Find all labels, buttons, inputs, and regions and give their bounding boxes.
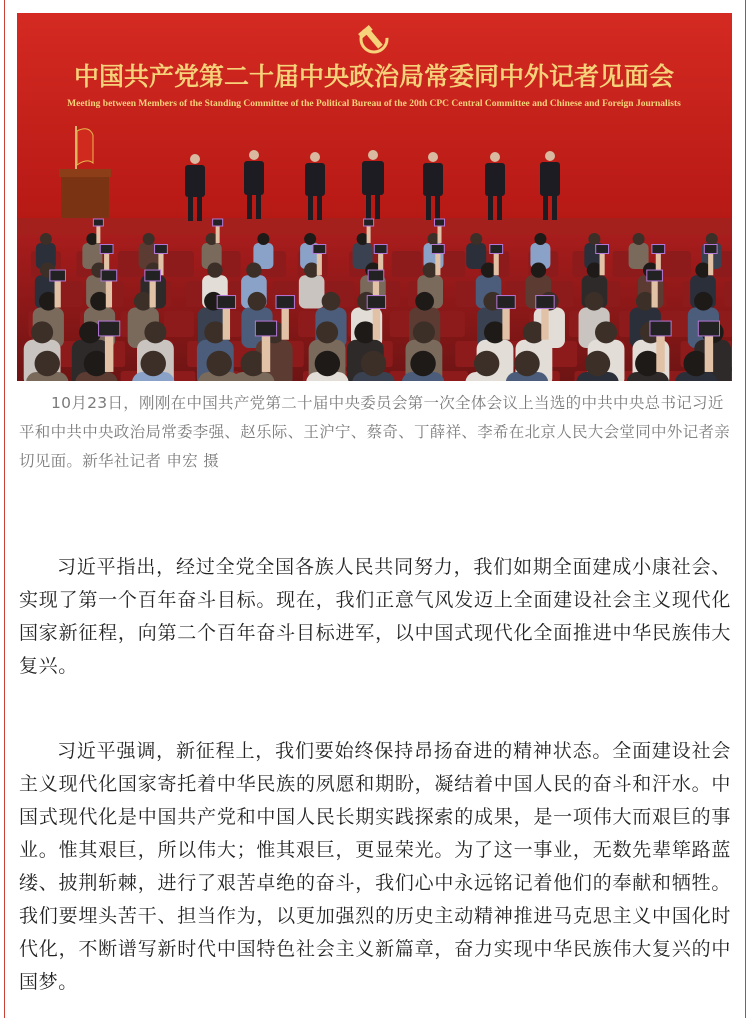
paragraph-2: 习近平强调，新征程上，我们要始终保持昂扬奋进的精神状态。全面建设社会主义现代化国家寄托着中华民族的夙愿和期盼，凝结着中国人民的奋斗和汗水。中国式现代化是中国共产党和中国人民长期实践探索的成果，是一项伟大而艰巨的事业。惟其艰巨，所以伟大；惟其艰巨，更显荣光。为了这一事业，无数先辈筚路蓝缕、披荆斩棘，进行了艰苦卓绝的奋斗，我们心中永远铭记着他们的奉献和牺牲。我们要埋头苦干、担当作为，以更加强烈的历史主动精神推进马克思主义中国化时代化，不断谱写新时代中国特色社会主义新篇章，奋力实现中华民族伟大复兴的中国梦。 — [19, 740, 731, 993]
paragraph-1: 习近平指出，经过全党全国各族人民共同努力，我们如期全面建成小康社会、实现了第一个百年奋斗目标。现在，我们正意气风发迈上全面建设社会主义现代化国家新征程，向第二个百年奋斗目标进军，以中国式现代化全面推进中华民族伟大复兴。 — [19, 556, 731, 677]
backdrop-title-en: Meeting between Members of the Standing Committee of the Political Bureau of the 20th CPC Central Committee and Chinese and Foreign Journalists — [67, 99, 681, 109]
photo-caption: 10月23日，刚刚在中国共产党第二十届中央委员会第一次全体会议上当选的中共中央总书记习近平和中共中央政治局常委李强、赵乐际、王沪宁、蔡奇、丁薛祥、李希在北京人民大会堂同中外记者亲切见面。新华社记者 申宏 摄 — [19, 394, 731, 470]
press-conference-photo — [17, 13, 732, 381]
backdrop-title-cn: 中国共产党第二十届中央政治局常委同中外记者见面会 — [73, 62, 675, 91]
news-photo — [17, 13, 732, 381]
